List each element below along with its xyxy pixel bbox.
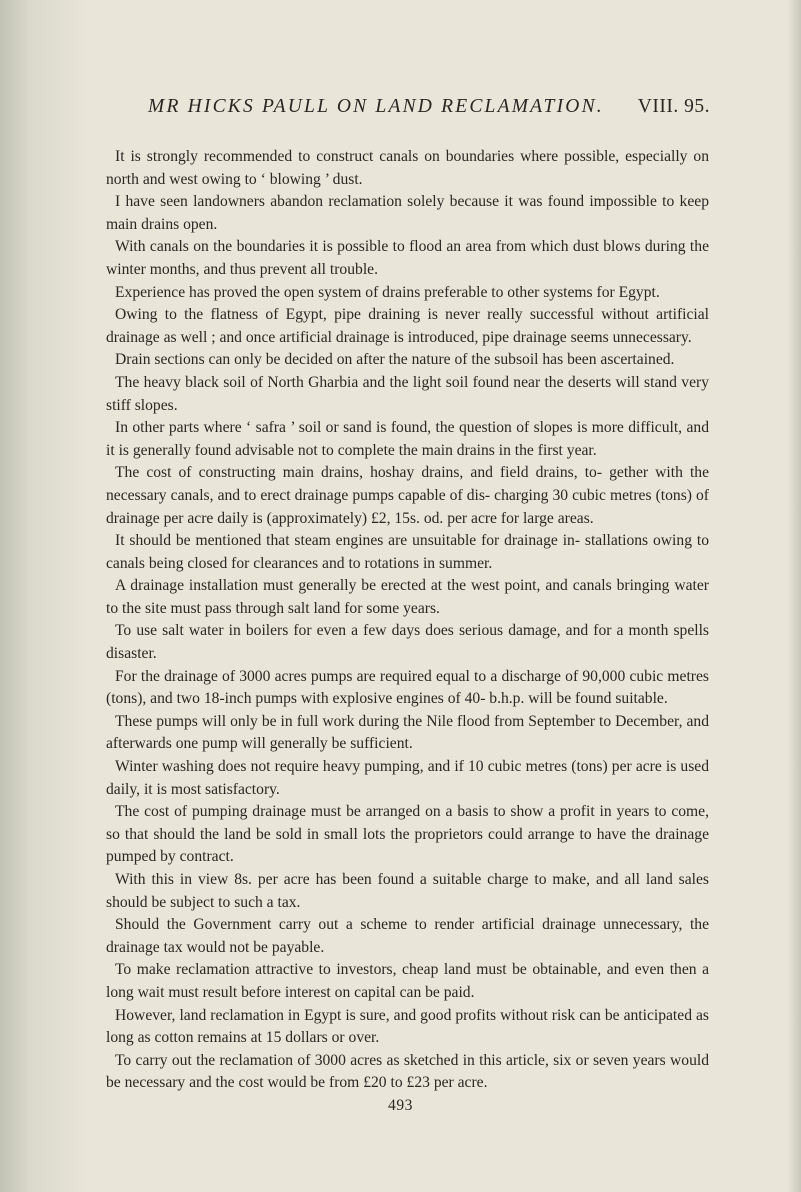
paragraph: Winter washing does not require heavy pumping, and if 10 cubic metres (tons) per acre is used daily, it is most satisfactory. bbox=[106, 758, 709, 798]
paragraph: To use salt water in boilers for even a few days does serious damage, and for a month spells disaster. bbox=[106, 622, 709, 663]
paragraph: A drainage installation must generally be erected at the west point, and canals bringing water to the site must pass through salt land for some years. bbox=[106, 577, 709, 617]
paragraph: The heavy black soil of North Gharbia and the light soil found near the deserts will stand very stiff slopes. bbox=[106, 373, 709, 414]
paragraph: With this in view 8s. per acre has been found a suitable charge to make, and all land sales should be subject to such a tax. bbox=[106, 871, 709, 911]
paragraph: Drain sections can only be decided on after the nature of the subsoil has been ascertained. bbox=[115, 351, 675, 369]
paragraph: However, land reclamation in Egypt is sure, and good profits without risk can be anticipated as long as cotton remains at 15 dollars or over. bbox=[106, 1006, 709, 1047]
paragraph: For the drainage of 3000 acres pumps are required equal to a discharge of 90,000 cubic metres (tons), and two 18-inch pumps with explosive engines of 40- b.h.p. will be found suitable. bbox=[106, 667, 709, 708]
paragraph: In other parts where ‘ safra ’ soil or sand is found, the question of slopes is more difficult, and it is generally found advisable not to complete the main drains in the first year. bbox=[106, 419, 709, 459]
paragraph: It is strongly recommended to construct canals on boundaries where possible, especially on north and west owing to ‘ blowing ’ dust. bbox=[106, 148, 709, 188]
article-body bbox=[106, 146, 709, 1095]
page-number: 493 bbox=[388, 1097, 413, 1114]
section-reference: VIII. 95. bbox=[637, 96, 710, 117]
running-title: MR HICKS PAULL ON LAND RECLAMATION. bbox=[148, 96, 604, 117]
paragraph: These pumps will only be in full work during the Nile flood from September to December, and afterwards one pump will generally be sufficient. bbox=[106, 712, 709, 753]
paragraph: Owing to the flatness of Egypt, pipe draining is never really successful without artificial drainage as well ; and once artificial drainage is introduced, pipe drainage seems unnecessary. bbox=[106, 306, 709, 346]
running-header bbox=[100, 96, 710, 126]
paragraph: To carry out the reclamation of 3000 acres as sketched in this article, six or seven years would be necessary and the cost would be from £20 to £23 per acre. bbox=[106, 1051, 709, 1092]
paragraph: The cost of constructing main drains, hoshay drains, and field drains, to- gether with the necessary canals, and to erect drainage pumps capable of dis- charging 30 cubic metres (tons) of drainage per acre daily is (approximately) £2, 15s. od. per acre for large areas. bbox=[106, 464, 709, 527]
paragraph: The cost of pumping drainage must be arranged on a basis to show a profit in years to come, so that should the land be sold in small lots the proprietors could arrange to have the drainage pumped by contract. bbox=[106, 803, 709, 866]
paragraph: To make reclamation attractive to investors, cheap land must be obtainable, and even then a long wait must result before interest on capital can be paid. bbox=[106, 961, 709, 1001]
paragraph: It should be mentioned that steam engines are unsuitable for drainage in- stallations owing to canals being closed for clearances and to rotations in summer. bbox=[106, 532, 709, 572]
paragraph: With canals on the boundaries it is possible to flood an area from which dust blows during the winter months, and thus prevent all trouble. bbox=[106, 238, 709, 278]
paragraph: Should the Government carry out a scheme to render artificial drainage unnecessary, the drainage tax would not be payable. bbox=[106, 916, 709, 956]
paragraph: Experience has proved the open system of drains preferable to other systems for Egypt. bbox=[115, 283, 660, 301]
paragraph: I have seen landowners abandon reclamation solely because it was found impossible to keep main drains open. bbox=[106, 193, 709, 233]
